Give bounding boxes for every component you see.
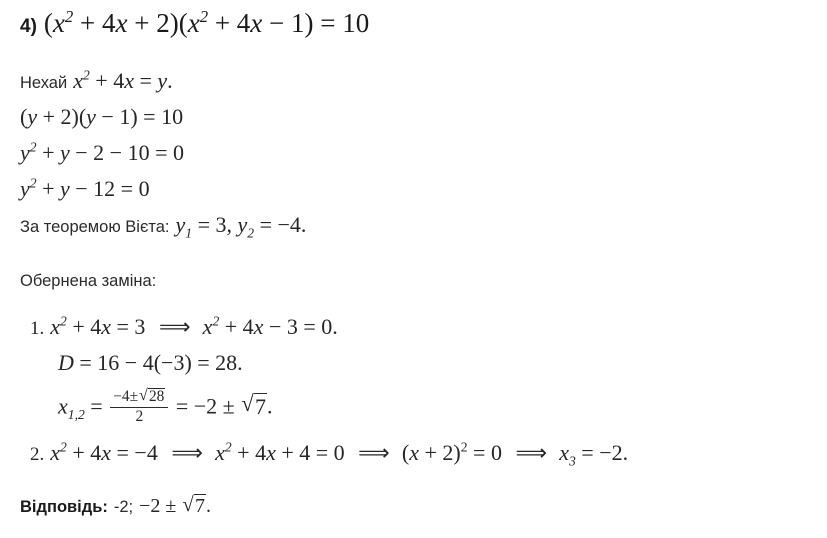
problem-heading [20, 8, 369, 39]
step-line-1 [20, 104, 183, 130]
problem-number: 4) [20, 16, 37, 37]
step-3-equation: $y^2 + y - 12 = 0$ [20, 175, 150, 201]
reverse-substitution-text: Обернена заміна: [20, 272, 157, 290]
answer-line [20, 494, 211, 518]
discriminant-line [58, 350, 243, 376]
answer-label: Відповідь: [20, 498, 108, 516]
answer-value: -2; [113, 498, 134, 516]
problem-equation: $(x^2 + 4x + 2)(x^2 + 4x - 1) = 10$ [43, 7, 370, 38]
list-item-2-number: 2. [30, 444, 45, 465]
fraction-numerator: −4± √ 28 [110, 388, 168, 408]
step-2-equation: $y^2 + y - 2 - 10 = 0$ [20, 139, 184, 165]
step-line-2 [20, 140, 184, 166]
roots-equation: $x_{1,2}$ = $\frac{-4\pm √ 28}{2}$ = −2 ± √ 7. [58, 388, 273, 425]
vieta-roots: $y_1 = 3$, $y_2 = -4$. [175, 212, 307, 241]
step-line-3 [20, 176, 150, 202]
list-item-1 [30, 314, 338, 340]
roots-fraction [110, 388, 168, 425]
vieta-text: За теоремою Вієта: [20, 218, 170, 236]
reverse-substitution-heading [20, 272, 156, 291]
discriminant-equation: D = 16 − 4(−3) = 28. [58, 350, 243, 375]
substitution-equation: $x^2 + 4x = y$. [73, 67, 173, 93]
substitution-line [20, 68, 173, 94]
list-item-2-equation: $x^2 + 4x = -4$ ⟹ $x^2 + 4x + 4 = 0$ ⟹ $(x + 2)^2 = 0$ ⟹ $x_3 = -2$. [50, 439, 629, 469]
list-item-1-number: 1. [30, 318, 45, 339]
step-1-equation: (y + 2)(y − 1) = 10 [20, 104, 184, 129]
roots-line [58, 388, 273, 425]
list-item-2 [30, 439, 629, 469]
answer-value-math: −2 ± √ 7. [139, 494, 211, 518]
substitution-intro-text: Нехай [20, 74, 68, 92]
fraction-denominator: 2 [135, 407, 144, 425]
list-item-1-equation: $x^2 + 4x = 3$ ⟹ $x^2 + 4x - 3 = 0$. [50, 313, 338, 339]
vieta-line [20, 212, 307, 241]
